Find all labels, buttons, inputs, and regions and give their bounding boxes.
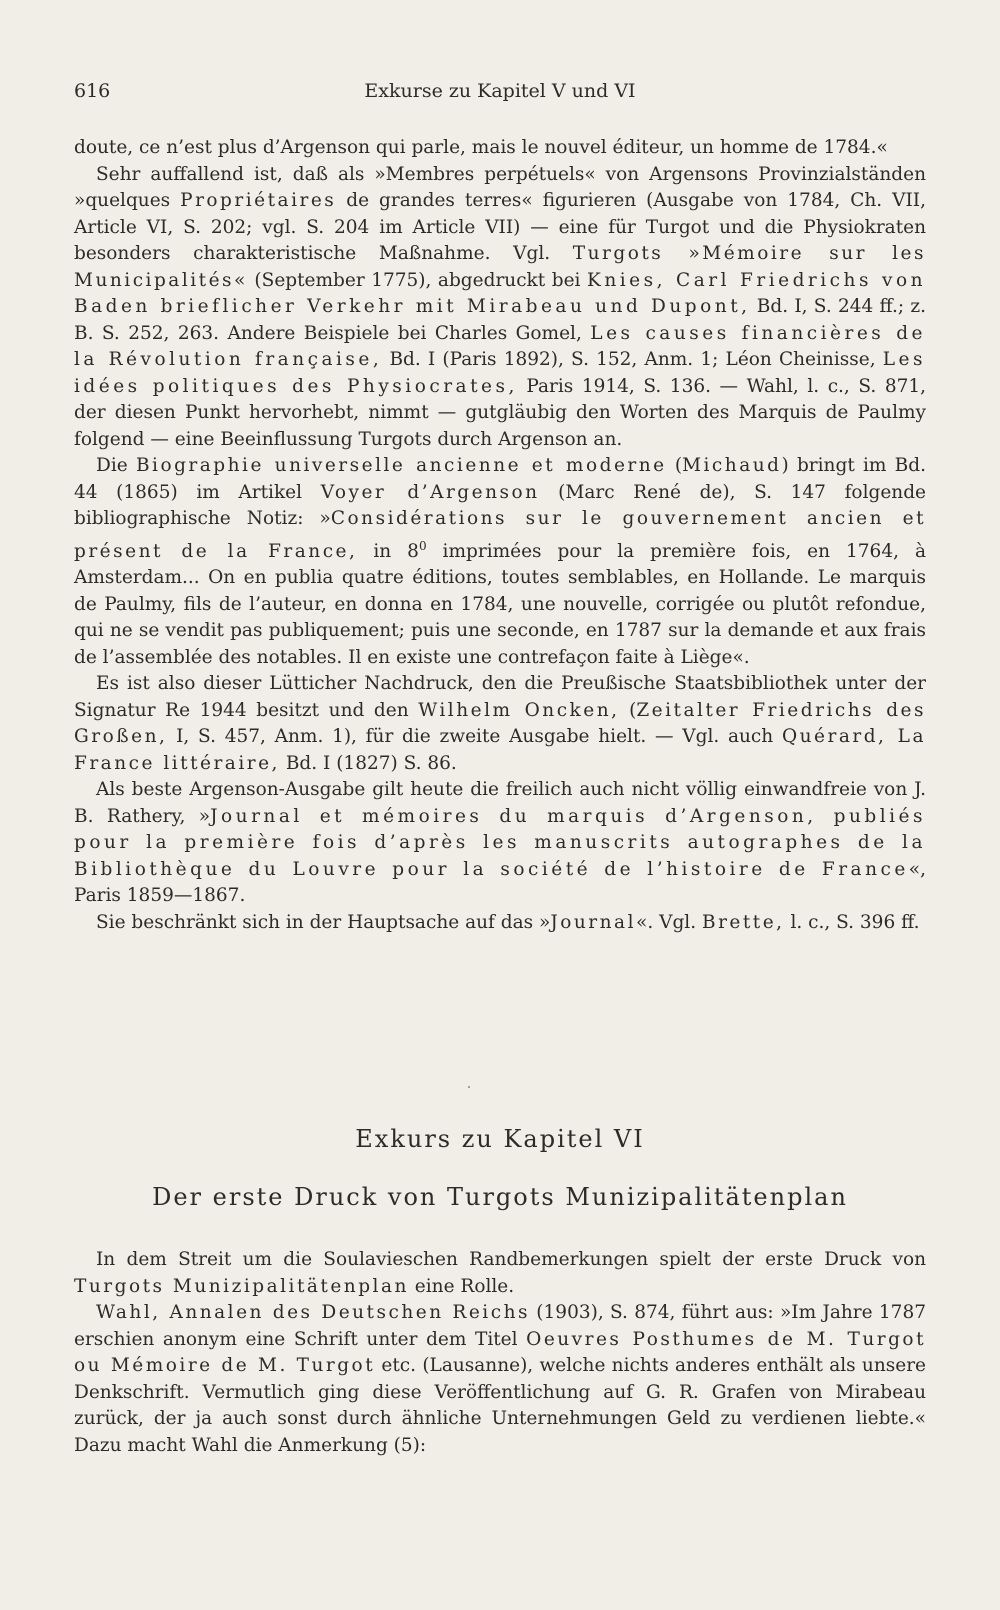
text-run: »: [185, 805, 211, 827]
page-header: [74, 76, 926, 106]
spaced-text: Brette,: [701, 911, 785, 933]
paragraph-soulavie: [74, 1247, 926, 1300]
excursus-subtitle: Der erste Druck von Turgots Munizipalitätenplan: [152, 1183, 848, 1211]
text-run: ) bringt im Bd. 44 (1865) im Artikel: [74, 455, 926, 503]
spaced-text: Turgots Munizipalitätenplan: [74, 1275, 409, 1297]
text-run: (Marc René de), S. 147 folgende bibliographische Notiz: »: [74, 481, 926, 529]
text-run: (September 1775), abgedruckt bei: [247, 269, 588, 291]
spaced-text: Les idées politiques des Physiocrates,: [74, 349, 926, 397]
text-run: Sie beschränkt sich in der Hauptsache auf das »: [96, 911, 551, 933]
text-run: «. Vgl.: [636, 911, 702, 933]
text-block-lower: [74, 1247, 926, 1459]
spaced-text: Wahl, Annalen des Deutschen Reichs: [96, 1302, 530, 1323]
spaced-text: Biographie universelle ancienne et moderne: [135, 455, 667, 476]
text-run: (: [666, 455, 683, 476]
paragraph-membres-perpetuels: [74, 162, 926, 454]
spaced-text: Turgots »Mémoire sur les Municipalités«: [74, 243, 926, 291]
text-run: (: [619, 699, 637, 721]
paragraph-continuation: doute, ce n’est plus d’Argenson qui parle, mais le nouvel éditeur, un homme de 1784.«: [74, 137, 888, 158]
spaced-text: Voyer d’Argenson: [320, 481, 540, 503]
text-block-upper: [74, 135, 926, 936]
author-name: Wahl,: [746, 375, 799, 397]
text-run: Bd. I (Paris 1892), S. 152, Anm. 1; Léon Cheinisse,: [382, 349, 883, 370]
text-run: Als beste Argenson-Ausgabe gilt heute die freilich auch nicht völlig einwandfreie von: [96, 779, 915, 801]
spaced-text: Les causes financières de la Révolution française,: [74, 322, 926, 370]
spaced-text: Michaud: [682, 455, 782, 476]
text-run: Es ist also dieser Lütticher Nachdruck, den die Preußische Staatsbibliothek unter der Signatur Re 1944 besitzt und den: [74, 673, 926, 721]
text-run: Sehr auffallend ist, daß als »Membres perpétuels« von Argensons Provinzialständen »quelques: [74, 163, 926, 211]
text-run: Bd. I, S. 244 ff.; z. B. S. 252, 263. Andere Beispiele bei Charles Gomel,: [74, 296, 926, 344]
author-name: J. B. Rathery,: [74, 779, 926, 827]
spaced-text: Journal: [550, 911, 636, 933]
text-run: In dem Streit um die Soulavieschen Randbemerkungen spielt der erste Druck von: [96, 1249, 926, 1270]
text-run: etc. (Lausanne), welche nichts anderes enthält als unsere Denkschrift. Vermutlich ging diese Veröffentlichung auf G. R. Grafen von Mirabeau zurück, der ja auch sonst durch ähnliche Unternehmungen Geld zu verdienen liebte.« Dazu macht Wahl die Anmerkung (5):: [74, 1355, 926, 1456]
text-run: (1903), S. 874, führt aus: »Im Jahre 1787 erschien anonym eine Schrift unter dem Titel: [74, 1302, 926, 1350]
text-run: Paris 1914, S. 136. —: [517, 375, 747, 397]
text-run: Bd. I (1827) S. 86.: [279, 752, 457, 774]
paragraph-wahl-annalen: [74, 1300, 926, 1459]
spaced-text: Journal et mémoires du marquis d’Argenson, publiés pour la première fois d’après les manuscrits autographes de la Bibliothèque du Louvre pour la société de l’histoire de France: [74, 805, 926, 880]
text-run: l. c., S. 871, der diesen Punkt hervorhebt, nimmt — gutgläubig den Worten des Marquis de Paulmy folgend — eine Beeinflussung Turgots durch Argenson an.: [74, 375, 927, 450]
spaced-text: Considérations sur le gouvernement ancien et présent de la France,: [74, 508, 927, 562]
spaced-text: Oeuvres Posthumes de M. Turgot ou Mémoire de M. Turgot: [74, 1328, 926, 1376]
paragraph-rathery: [74, 777, 926, 910]
text-run: eine Rolle.: [408, 1275, 515, 1297]
text-run: «, Paris 1859—1867.: [74, 858, 926, 907]
paragraph-biographie: [74, 453, 926, 671]
spaced-text: Quérard, La France littéraire,: [74, 726, 926, 774]
spaced-text: Knies, Carl Friedrichs von Baden brieflicher Verkehr mit Mirabeau und Dupont,: [74, 269, 926, 317]
running-head: Exkurse zu Kapitel V und VI: [364, 80, 636, 102]
text-run: in 8: [357, 540, 419, 562]
text-run: Die: [96, 455, 136, 476]
spaced-text: Wilhelm Oncken,: [418, 699, 620, 721]
ink-dot: [468, 1086, 470, 1088]
paragraph-luetticher-nachdruck: [74, 671, 926, 777]
text-run: I, S. 457, Anm. 1), für die zweite Ausgabe hielt. — Vgl. auch: [167, 726, 782, 748]
text-run: imprimées pour la première fois, en 1764, à Amsterdam... On en publia quatre éditions, toutes semblables, en Hollande. Le marquis de Paulmy, fils de l’auteur, en donna en 1784, une nouvelle, corrigée ou plutôt refondue, qui ne se vendit pas publiquement; puis une seconde, en 1787 sur la demande et aux frais de l’assemblée des notables. Il en existe une contrefaçon faite à Liège«.: [74, 540, 926, 668]
page-number: 616: [74, 80, 111, 102]
text-run: de grandes terres« figurieren (Ausgabe von 1784, Ch. VII, Article VI, S. 202; vgl. S. 204 im Article VII) — eine für Turgot und die Physiokraten besonders charakteristische Maßnahme. Vgl.: [74, 190, 926, 264]
superscript: 0: [418, 538, 427, 553]
paragraph-journal: [74, 910, 926, 937]
text-run: l. c., S. 396 ff.: [784, 911, 920, 933]
spaced-text: Propriétaires: [180, 190, 337, 211]
spaced-text: Zeitalter Friedrichs des Großen,: [74, 699, 926, 748]
excursus-title: Exkurs zu Kapitel VI: [355, 1125, 645, 1153]
